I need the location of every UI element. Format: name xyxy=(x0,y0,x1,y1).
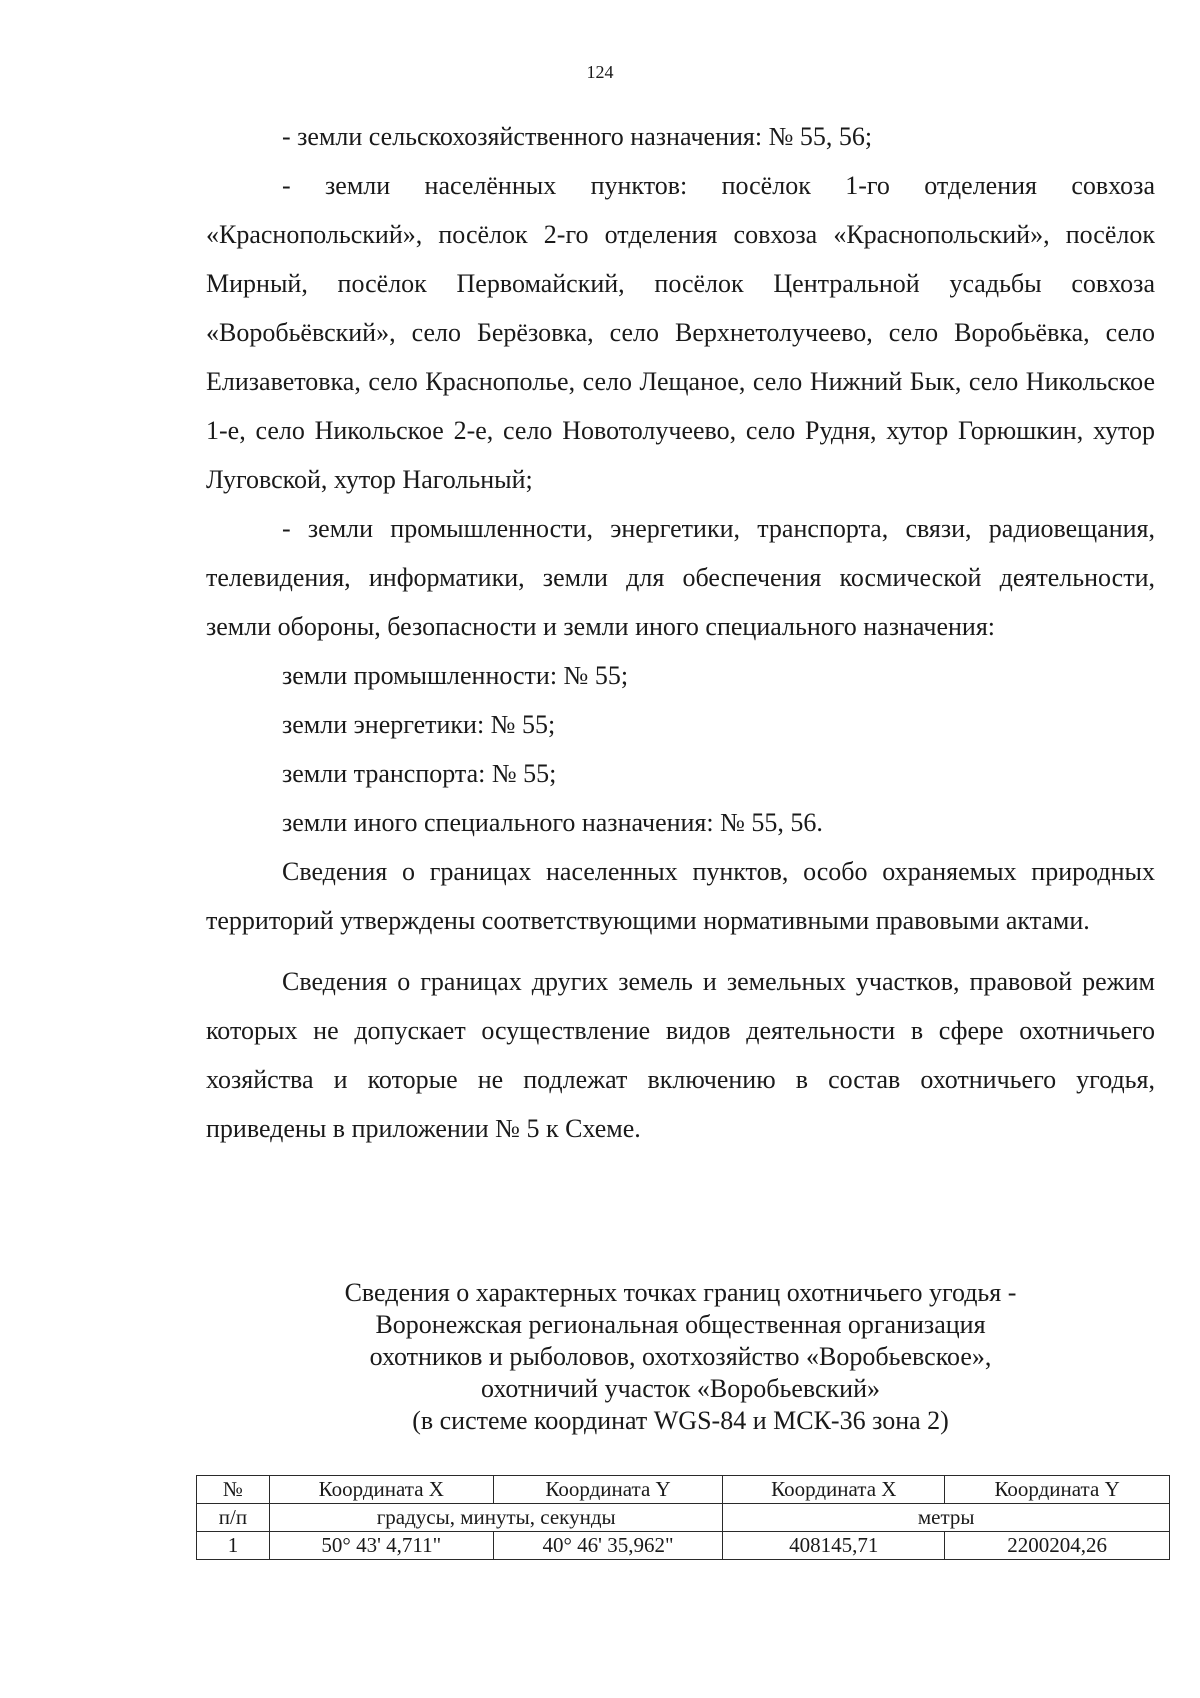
heading-line: Сведения о характерных точках границ охотничьего угодья - xyxy=(344,1278,1017,1307)
header-number-sub: п/п xyxy=(197,1504,270,1532)
paragraph-transport-lands: земли транспорта: № 55; xyxy=(282,759,557,788)
header-number: № xyxy=(197,1476,270,1504)
cell-x-meters: 408145,71 xyxy=(723,1532,945,1560)
cell-number: 1 xyxy=(197,1532,270,1560)
page-number: 124 xyxy=(586,62,614,82)
table-header-row xyxy=(197,1476,1170,1504)
coordinates-table xyxy=(196,1475,1170,1560)
body-text xyxy=(206,112,1155,1153)
table-units-row xyxy=(197,1504,1170,1532)
heading-line: охотничий участок «Воробьевский» xyxy=(480,1374,880,1403)
heading-line: (в системе координат WGS-84 и МСК-36 зона 2) xyxy=(412,1406,949,1435)
paragraph-other-special-lands: земли иного специального назначения: № 55, 56. xyxy=(282,808,823,837)
units-degrees: градусы, минуты, секунды xyxy=(269,1504,723,1532)
cell-x-degrees: 50° 43' 4,711" xyxy=(269,1532,493,1560)
header-y-degrees: Координата Y xyxy=(493,1476,723,1504)
paragraph-boundaries-other-lands: Сведения о границах других земель и земельных участков, правовой режим которых не допускает осуществление видов деятельности в сфере охотничьего хозяйства и которые не подлежат включению в состав охотничьего угодья, приведены в приложении № 5 к Схеме. xyxy=(206,967,1155,1143)
header-x-degrees: Координата X xyxy=(269,1476,493,1504)
cell-y-degrees: 40° 46' 35,962" xyxy=(493,1532,723,1560)
paragraph-agricultural-lands: - земли сельскохозяйственного назначения: № 55, 56; xyxy=(282,122,873,151)
cell-y-meters: 2200204,26 xyxy=(945,1532,1170,1560)
paragraph-energy-lands: земли энергетики: № 55; xyxy=(282,710,556,739)
heading-line: охотников и рыболовов, охотхозяйство «Воробьевское», xyxy=(369,1342,992,1371)
paragraph-industry-lands: земли промышленности: № 55; xyxy=(282,661,629,690)
paragraph-boundaries-settlements: Сведения о границах населенных пунктов, особо охраняемых природных территорий утверждены соответствующими нормативными правовыми актами. xyxy=(206,857,1155,935)
header-y-meters: Координата Y xyxy=(945,1476,1170,1504)
units-meters: метры xyxy=(723,1504,1170,1532)
paragraph-special-purpose-lands: - земли промышленности, энергетики, транспорта, связи, радиовещания, телевидения, информатики, земли для обеспечения космической деятельности, земли обороны, безопасности и земли иного специального назначения: xyxy=(206,514,1155,641)
table-row xyxy=(197,1532,1170,1560)
header-x-meters: Координата X xyxy=(723,1476,945,1504)
paragraph-settlement-lands: - земли населённых пунктов: посёлок 1-го отделения совхоза «Краснопольский», посёлок 2-го отделения совхоза «Краснопольский», посёлок Мирный, посёлок Первомайский, посёлок Центральной усадьбы совхоза «Воробьёвский», село Берёзовка, село Верхнетолучеево, село Воробьёвка, село Елизаветовка, село Краснополье, село Лещаное, село Нижний Бык, село Никольское 1-е, село Никольское 2-е, село Новотолучеево, село Рудня, хутор Горюшкин, хутор Луговской, хутор Нагольный; xyxy=(206,171,1155,494)
coordinates-heading xyxy=(206,1277,1155,1437)
heading-line: Воронежская региональная общественная организация xyxy=(375,1310,986,1339)
